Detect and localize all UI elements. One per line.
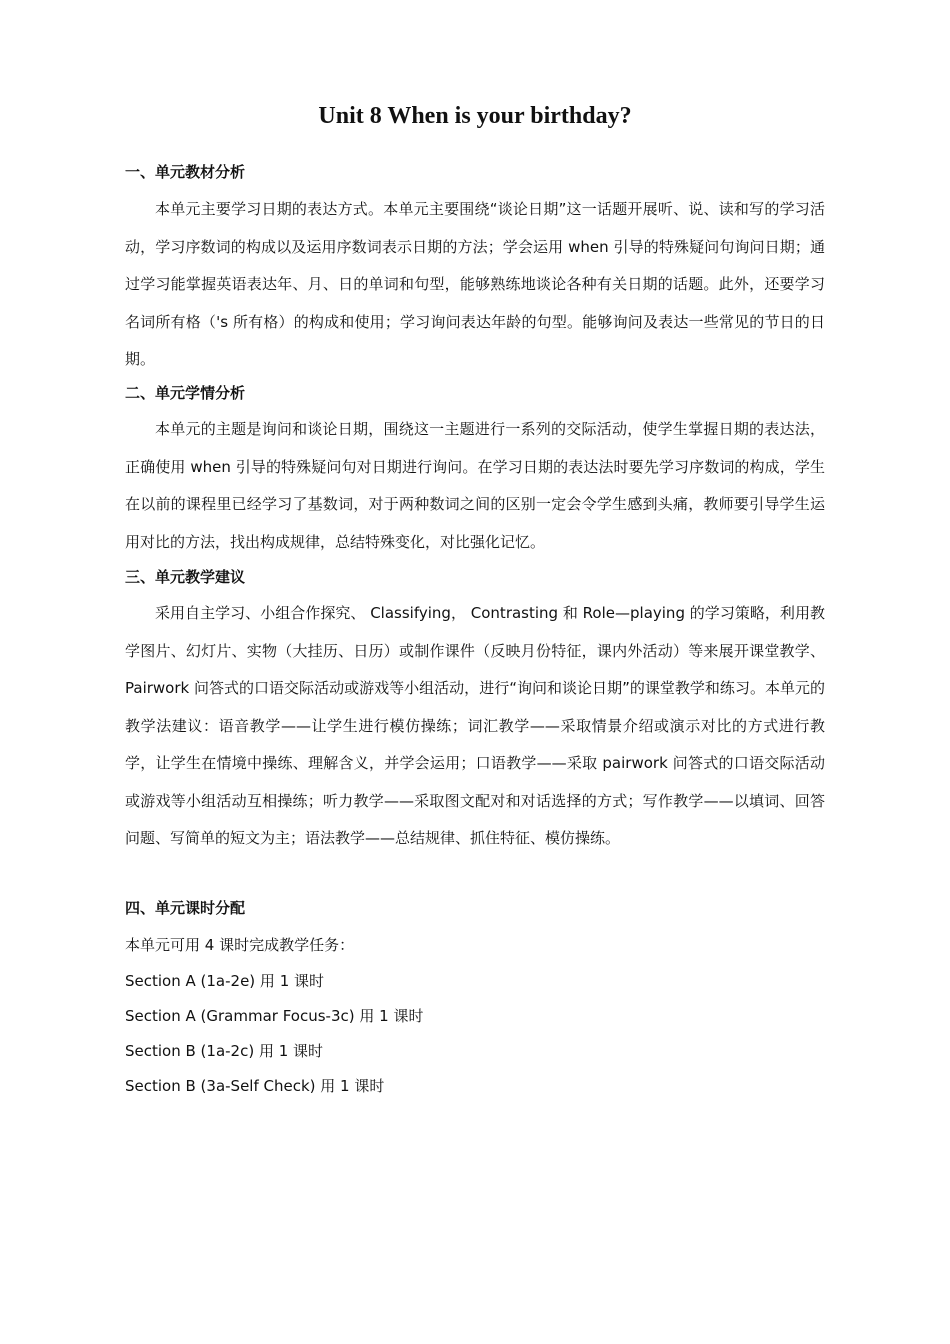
section-heading-textbook-analysis: 一、单元教材分析 [125,163,246,181]
section-heading-teaching-suggestions: 三、单元教学建议 [125,568,246,586]
lesson-allocation-intro: 本单元可用 4 课时完成教学任务： [125,936,355,954]
section-body-textbook-analysis: 本单元主要学习日期的表达方式。本单元主要围绕“谈论日期”这一话题开展听、说、读和写的学习活动，学习序数词的构成以及运用序数词表示日期的方法；学会运用 when 引导的特殊疑问句询问日期；通过学习能掌握英语表达年、月、日的单词和句型，能够熟练地谈论各种有关日期的话题。此外，还要学习名词所有格（'s 所有格）的构成和使用；学习询问表达年龄的句型。能够询问及表达一些常见的节日的日期。 [125,200,825,368]
lesson-allocation-item: Section A (Grammar Focus-3c) 用 1 课时 [125,1007,424,1025]
section-heading-lesson-allocation: 四、单元课时分配 [125,899,246,917]
lesson-allocation-item: Section B (3a-Self Check) 用 1 课时 [125,1077,385,1095]
section-body-teaching-suggestions: 采用自主学习、小组合作探究、 Classifying， Contrasting 和 Role—playing 的学习策略，利用教学图片、幻灯片、实物（大挂历、日历）或制作课件（反映月份特征，课内外活动）等来展开课堂教学、 Pairwork 问答式的口语交际活动或游戏等小组活动，进行“询问和谈论日期”的课堂教学和练习。本单元的教学法建议：语音教学——让学生进行模仿操练；词汇教学——采取情景介绍或演示对比的方式进行教学，让学生在情境中操练、理解含义，并学会运用；口语教学——采取 pairwork 问答式的口语交际活动或游戏等小组活动互相操练；听力教学——采取图文配对和对话选择的方式；写作教学——以填词、回答问题、写简单的短文为主；语法教学——总结规律、抓住特征、模仿操练。 [125,604,825,847]
section-heading-student-analysis: 二、单元学情分析 [125,384,246,402]
lesson-allocation-item: Section B (1a-2c) 用 1 课时 [125,1042,324,1060]
document-title: Unit 8 When is your birthday? [318,103,632,129]
lesson-allocation-item: Section A (1a-2e) 用 1 课时 [125,972,324,990]
section-body-student-analysis: 本单元的主题是询问和谈论日期，围绕这一主题进行一系列的交际活动，使学生掌握日期的表达法，正确使用 when 引导的特殊疑问句对日期进行询问。在学习日期的表达法时要先学习序数词的构成，学生在以前的课程里已经学习了基数词，对于两种数词之间的区别一定会令学生感到头痛，教师要引导学生运用对比的方法，找出构成规律，总结特殊变化，对比强化记忆。 [125,420,825,551]
